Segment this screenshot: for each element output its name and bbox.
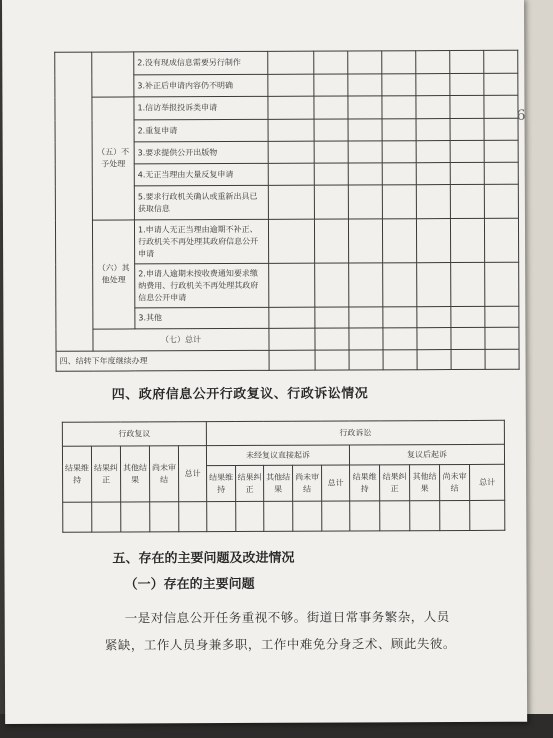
row-label: 1.申请人无正当理由逾期不补正、行政机关不再处理其政府信息公开申请	[134, 219, 268, 264]
admin-review-header: 行政复议	[62, 422, 206, 447]
col-pending: 尚未审结	[149, 446, 178, 502]
col-other: 其他结果	[120, 446, 149, 502]
row-label: 3.要求提供公开出版物	[134, 141, 268, 164]
group-blank-cell	[92, 52, 134, 97]
col-correct: 结果纠正	[236, 465, 264, 501]
row-label: 3.其他	[135, 307, 269, 329]
row-label: 4.无正当理由大量反复申请	[134, 163, 268, 186]
row-label: 2.重复申请	[134, 119, 268, 142]
total-label: （七）总计	[93, 328, 269, 351]
document-page	[2, 0, 527, 724]
issues-paragraph	[104, 603, 505, 659]
row-label: 5.要求行政机关确认或重新出具已获取信息	[134, 185, 268, 220]
col-maintain: 结果维持	[207, 465, 236, 501]
col-maintain: 结果维持	[350, 465, 380, 501]
edge-char: 6	[516, 107, 526, 124]
col-correct: 结果纠正	[91, 446, 120, 502]
left-blank-cell	[55, 52, 93, 351]
direct-suit-header: 未经复议直接起诉	[206, 445, 349, 466]
row-label: 2.没有现成信息需要另行制作	[134, 51, 268, 75]
group-label-6: （六）其他处理	[92, 220, 134, 329]
row-label: 2.申请人逾期未按收费通知要求缴纳费用、行政机关不再处理其政府信息公开申请	[135, 263, 269, 308]
section-4-title: 四、政府信息公开行政复议、行政诉讼情况	[111, 386, 369, 403]
row-label: 3.补正后申请内容仍不明确	[134, 74, 268, 97]
carry-over-label: 四、结转下年度继续办理	[56, 350, 269, 371]
section-5-subtitle: （一）存在的主要问题	[124, 576, 255, 593]
col-other: 其他结果	[264, 465, 293, 501]
row-label: 1.信访举报投诉类申请	[134, 96, 268, 120]
col-maintain: 结果维持	[62, 446, 91, 502]
col-correct: 结果纠正	[380, 465, 410, 501]
col-pending: 尚未审结	[440, 464, 470, 500]
after-review-header: 复议后起诉	[349, 444, 504, 465]
col-total: 总计	[470, 464, 505, 500]
disposal-table	[54, 50, 519, 372]
col-other: 其他结果	[410, 465, 440, 501]
col-pending: 尚未审结	[293, 465, 322, 501]
section-5-title: 五、存在的主要问题及改进情况	[112, 550, 295, 567]
paragraph-line-2: 紧缺，工作人员身兼多职，工作中难免分身乏术、顾此失彼。	[104, 636, 456, 653]
col-total: 总计	[178, 446, 206, 502]
review-litigation-table	[62, 420, 505, 533]
paragraph-line-1: 一是对信息公开任务重视不够。街道日常事务繁杂，人员	[124, 609, 450, 626]
col-total: 总计	[322, 465, 350, 501]
admin-litigation-header: 行政诉讼	[206, 420, 504, 445]
group-label-5: （五）不予处理	[92, 97, 135, 220]
